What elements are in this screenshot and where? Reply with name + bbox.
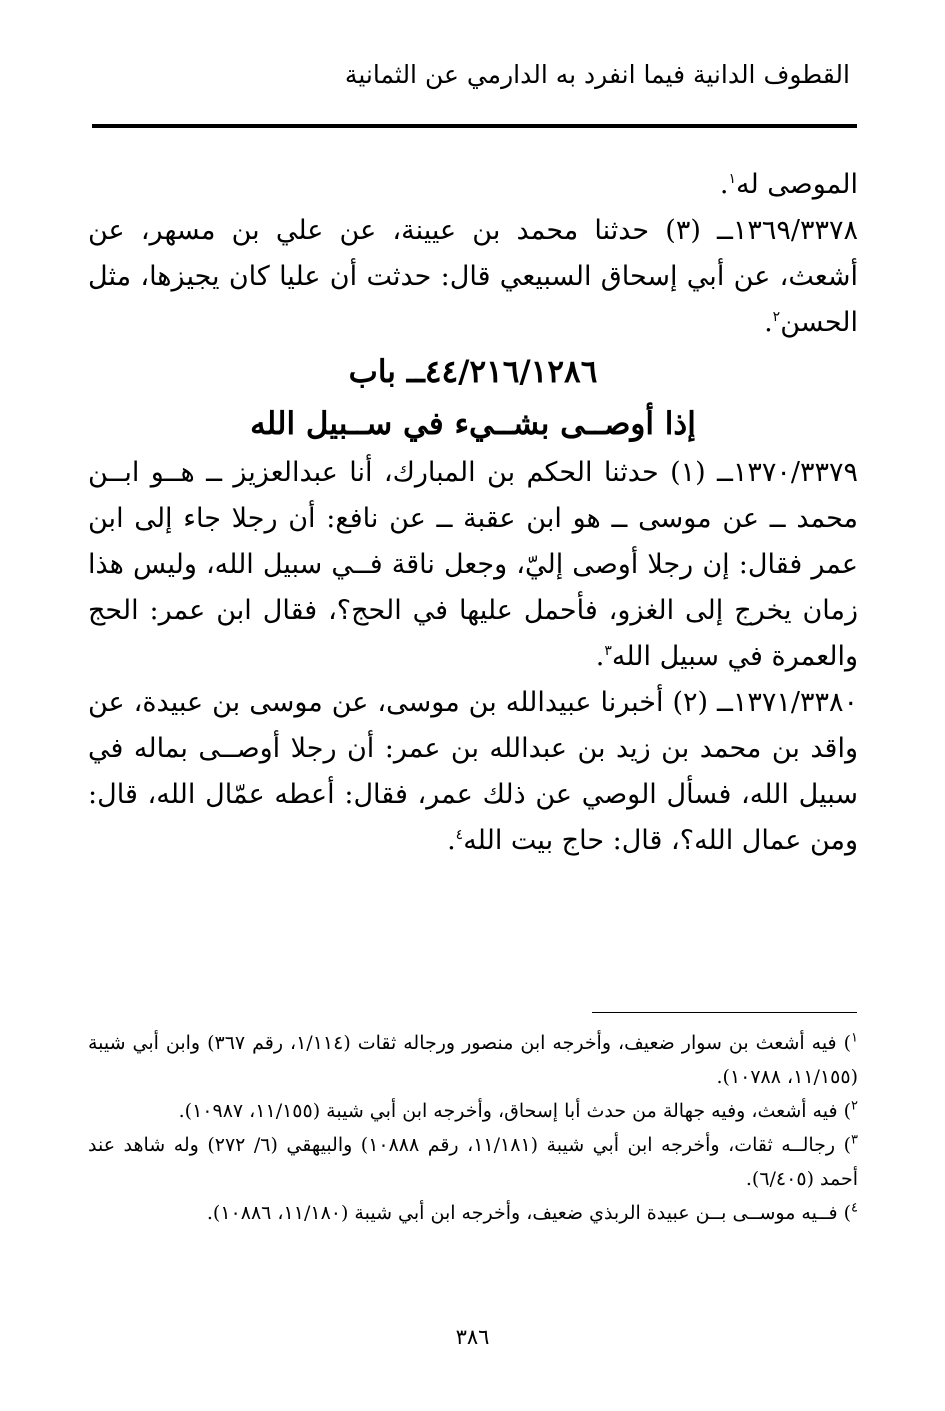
main-text — [88, 162, 858, 864]
footnote-ref-2: ٢ — [772, 309, 781, 325]
chapter-number: ٤٤/٢١٦/١٢٨٦ــ باب — [348, 354, 598, 390]
hadith-3378: ١٣٦٩/٣٣٧٨ــ (٣) حدثنا محمد بن عيينة، عن علي بن مسهر، عن أشعث، عن أبي إسحاق السبيعي قال: حدثت أن عليا كان يجيزها، مثل الحسن$^٢$. — [88, 215, 858, 338]
header-rule — [92, 124, 857, 128]
footnote-4: $^٤$) فــيه موســى بــن عبيدة الربذي ضعيف، وأخرجه ابن أبي شيبة (١١/١٨٠، ١٠٨٨٦). — [206, 1200, 858, 1224]
footnote-ref-3: ٣ — [604, 643, 612, 659]
hadith-3379: ١٣٧٠/٣٣٧٩ــ (١) حدثنا الحكم بن المبارك، أنا عبدالعزيز ــ هــو ابــن محمد ــ عن موسى ــ هو ابن عقبة ــ عن نافع: أن رجلا جاء إلى ابن عمر فقال: إن رجلا أوصى إليّ، وجعل ناقة فــي سبيل الله، وليس هذا زمان يخرج إلى الغزو، فأحمل عليها في الحج؟، فقال ابن عمر: الحج والعمرة في سبيل الله$^٣$. — [88, 457, 858, 672]
chapter-title: إذا أوصــى بشــيء في ســبيل الله — [250, 406, 696, 442]
footnote-3: $^٣$) رجالــه ثقات، وأخرجه ابن أبي شيبة (١١/١٨١، رقم ١٠٨٨٨) والبيهقي (٦/ ٢٧٢) وله شاهد عند أحمد (٦/٤٠٥). — [88, 1132, 858, 1190]
footnote-1: $^١$) فيه أشعث بن سوار ضعيف، وأخرجه ابن منصور ورجاله ثقات (١/١١٤، رقم ٣٦٧) وابن أبي شيبة (١١/١٥٥، ١٠٧٨٨). — [88, 1030, 858, 1088]
footnotes — [88, 1026, 858, 1230]
hadith-3380: ١٣٧١/٣٣٨٠ــ (٢) أخبرنا عبيدالله بن موسى، عن موسى بن عبيدة، عن واقد بن محمد بن زيد بن عبدالله بن عمر: أن رجلا أوصــى بماله في سبيل الله، فسأل الوصي عن ذلك عمر، فقال: أعطه عمّال الله، قال: ومن عمال الله؟، قال: حاج بيت الله$^٤$. — [88, 687, 859, 856]
footnote-ref-1: ١ — [728, 171, 736, 187]
footnote-ref-4: ٤ — [455, 827, 464, 843]
running-header: القطوف الدانية فيما انفرد به الدارمي عن الثمانية — [344, 60, 850, 89]
paragraph-1: الموصى له$^١$. — [719, 169, 858, 200]
footnote-rule — [592, 1012, 857, 1013]
page-number: ٣٨٦ — [455, 1325, 490, 1349]
footnote-2: $^٢$) فيه أشعث، وفيه جهالة من حدث أبا إسحاق، وأخرجه ابن أبي شيبة (١١/١٥٥، ١٠٩٨٧). — [178, 1098, 858, 1122]
